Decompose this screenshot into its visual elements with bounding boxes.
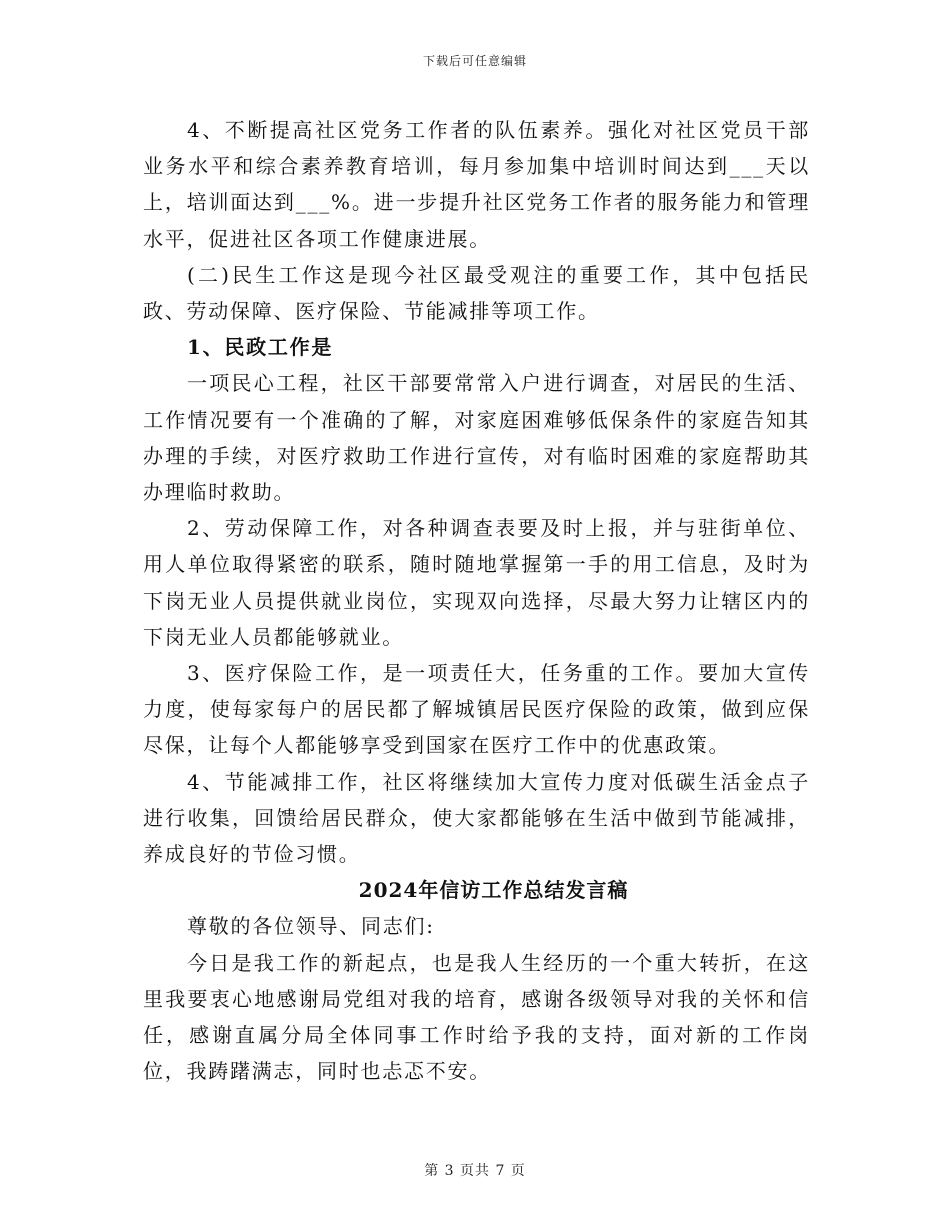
paragraph-party-training: 4、不断提高社区党务工作者的队伍素养。强化对社区党员干部业务水平和综合素养教育培训，每月参加集中培训时间达到___天以上，培训面达到___%。进一步提升社区党务工作者的服务能力和管理水平，促进社区各项工作健康进展。 (143, 118, 810, 251)
paragraph-speech-opening: 今日是我工作的新起点，也是我人生经历的一个重大转折，在这里我要衷心地感谢局党组对我的培育，感谢各级领导对我的关怀和信任，感谢直属分局全体同事工作时给予我的支持，面对新的工作岗位，我踌躇满志，同时也忐忑不安。 (143, 950, 810, 1084)
paragraph-labor-security: 2、劳动保障工作，对各种调查表要及时上报，并与驻街单位、用人单位取得紧密的联系，随时随地掌握第一手的用工信息，及时为下岗无业人员提供就业岗位，实现双向选择，尽最大努力让辖区内的下岗无业人员都能够就业。 (143, 516, 810, 649)
paragraph-energy-saving: 4、节能减排工作，社区将继续加大宣传力度对低碳生活金点子进行收集，回馈给居民群众，使大家都能够在生活中做到节能减排，养成良好的节俭习惯。 (143, 769, 810, 867)
section-heading-civil-affairs: 1、民政工作是 (187, 335, 334, 360)
speech-title: 2024年信访工作总结发言稿 (358, 878, 629, 903)
page-number-footer: 第 3 页共 7 页 (424, 1163, 526, 1179)
speech-salutation: 尊敬的各位领导、同志们: (187, 914, 435, 939)
page-header-note: 下载后可任意编辑 (422, 54, 527, 68)
paragraph-civil-affairs: 一项民心工程，社区干部要常常入户进行调查，对居民的生活、工作情况要有一个准确的了解，对家庭困难够低保条件的家庭告知其办理的手续，对医疗救助工作进行宣传，对有临时困难的家庭帮助其办理临时救助。 (143, 371, 810, 505)
document-body (143, 112, 810, 1089)
paragraph-livelihood-intro: (二)民生工作这是现今社区最受观注的重要工作，其中包括民政、劳动保障、医疗保险、节能减排等项工作。 (143, 262, 810, 324)
paragraph-medical-insurance: 3、医疗保险工作，是一项责任大，任务重的工作。要加大宣传力度，使每家每户的居民都了解城镇居民医疗保险的政策，做到应保尽保，让每个人都能够享受到国家在医疗工作中的优惠政策。 (143, 661, 810, 758)
